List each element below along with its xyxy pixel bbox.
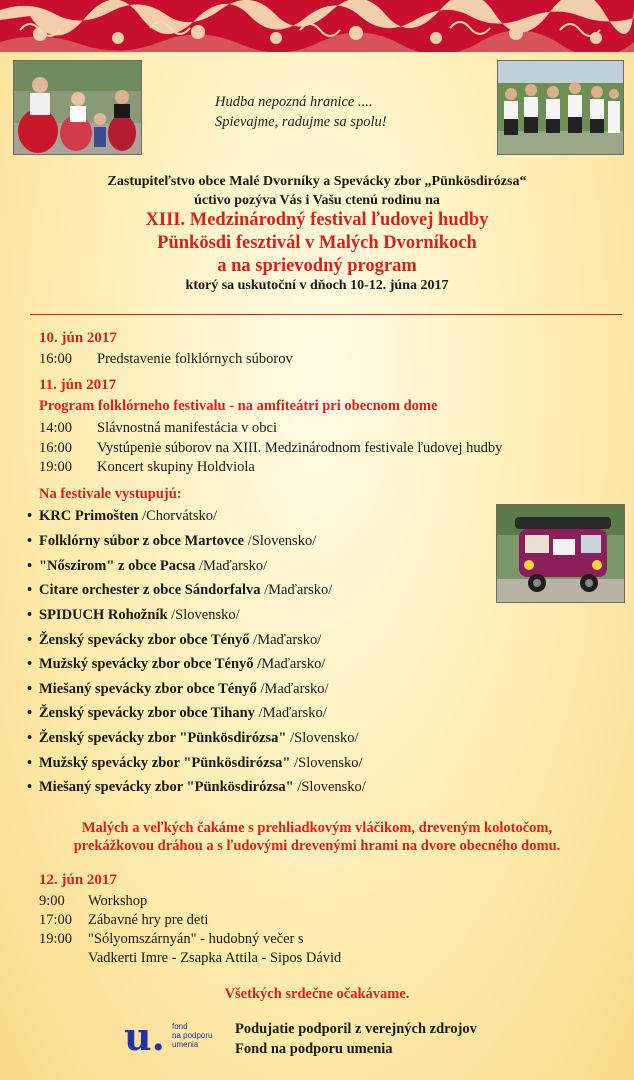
- performer-item: [27, 533, 316, 550]
- performer-name: Ženský spevácky zbor obce Tihany: [39, 705, 255, 721]
- bullet-icon: •: [27, 705, 33, 721]
- performer-item: [27, 582, 332, 599]
- bullet-icon: •: [27, 533, 33, 549]
- performer-name: "Nőszirom" z obce Pacsa: [39, 558, 196, 574]
- festival-title-hungarian: Pünkösdi fesztivál v Malých Dvorníkoch: [157, 233, 477, 253]
- performer-item: [27, 607, 240, 624]
- performer-country: /Maďarsko/: [249, 632, 322, 648]
- bullet-icon: •: [27, 779, 33, 795]
- performer-country: /Slovensko/: [167, 607, 240, 623]
- schedule-text: Slávnostná manifestácia v obci: [97, 420, 277, 436]
- schedule-time: 14:00: [39, 420, 73, 436]
- performer-country: /Slovensko/: [244, 533, 317, 549]
- schedule-row: [39, 351, 293, 368]
- ornamental-border: [0, 0, 634, 52]
- bullet-icon: •: [27, 582, 33, 598]
- schedule-row: [39, 420, 277, 437]
- motto-line-1: Hudba nepozná hranice ....: [215, 94, 373, 110]
- bullet-icon: •: [27, 508, 33, 524]
- performer-country: /Slovensko/: [290, 755, 363, 771]
- performer-item: [27, 632, 321, 649]
- performer-country: /Maďarsko/: [260, 582, 333, 598]
- day2-subtitle: Program folklórneho festivalu - na amfiteátri pri obecnom dome: [39, 398, 438, 414]
- bullet-icon: •: [27, 656, 33, 672]
- schedule-time: 16:00: [39, 440, 73, 456]
- closing-greeting: Všetkých srdečne očakávame.: [224, 986, 410, 1002]
- invitation-line-1: Zastupiteľstvo obce Malé Dvorníky a Spevácky zbor „Pünkösdirózsa“: [107, 174, 527, 189]
- performer-name: Miešaný spevácky zbor "Pünkösdirózsa": [39, 779, 294, 795]
- festival-dates: ktorý sa uskutoční v dňoch 10-12. júna 2017: [185, 278, 449, 293]
- performers-heading: Na festivale vystupujú:: [39, 486, 182, 502]
- performer-country: /Maďarsko/: [256, 681, 329, 697]
- performer-country: /Maďarsko/: [254, 705, 327, 721]
- performer-name: Folklórny súbor z obce Martovce: [39, 533, 245, 549]
- performer-item: [27, 558, 267, 575]
- performer-country: /Chorvátsko/: [138, 508, 218, 524]
- schedule-text: Predstavenie folklórnych súborov: [97, 351, 293, 367]
- performer-country: /Slovensko/: [286, 730, 359, 746]
- schedule-row: [39, 459, 255, 476]
- bullet-icon: •: [27, 755, 33, 771]
- performer-item: [27, 656, 325, 673]
- notice-line-2: prekážkovou dráhou a s ľudovými drevenými hrami na dvore obecného domu.: [73, 838, 561, 854]
- performer-name: Miešaný spevácky zbor obce Tényő: [39, 681, 257, 697]
- support-line-2: Fond na podporu umenia: [235, 1041, 393, 1057]
- schedule-time: 16:00: [39, 351, 73, 367]
- motto-line-2: Spievajme, radujme sa spolu!: [215, 114, 387, 130]
- schedule-text: Workshop: [88, 893, 148, 909]
- performer-item: [27, 730, 359, 747]
- fund-logo-mark: u.: [124, 1014, 165, 1059]
- performer-name: Citare orchester z obce Sándorfalva: [39, 582, 261, 598]
- performer-name: Ženský spevácky zbor obce Tényő: [39, 632, 250, 648]
- accompanying-program-title: a na sprievodný program: [217, 256, 417, 276]
- schedule-row: [39, 931, 304, 948]
- tourist-train-photo: [496, 504, 625, 603]
- schedule-text: Zábavné hry pre deti: [88, 912, 209, 928]
- bullet-icon: •: [27, 730, 33, 746]
- divider: [30, 314, 622, 315]
- day3-date: 12. jún 2017: [39, 872, 117, 888]
- schedule-time: 19:00: [39, 459, 73, 475]
- performer-country: /Maďarsko/: [195, 558, 268, 574]
- performer-name: SPIDUCH Rohožník: [39, 607, 168, 623]
- support-line-1: Podujatie podporil z verejných zdrojov: [235, 1021, 477, 1037]
- performer-item: [27, 755, 363, 772]
- schedule-text: Koncert skupiny Holdviola: [97, 459, 255, 475]
- performer-name: KRC Primošten: [39, 508, 139, 524]
- performer-name: Ženský spevácky zbor "Pünkösdirózsa": [39, 730, 287, 746]
- schedule-text: Vystúpenie súborov na XIII. Medzinárodnom festivale ľudovej hudby: [97, 440, 503, 456]
- bullet-icon: •: [27, 681, 33, 697]
- schedule-time: 17:00: [39, 912, 73, 928]
- invitation-line-2: úctivo pozýva Vás i Vašu ctenú rodinu na: [194, 193, 440, 208]
- schedule-text: Vadkerti Imre - Zsapka Attila - Sipos Dávid: [88, 950, 342, 966]
- bullet-icon: •: [27, 632, 33, 648]
- bullet-icon: •: [27, 558, 33, 574]
- folk-dancers-photo: [13, 60, 142, 155]
- performer-country: Maďarsko/: [261, 656, 326, 672]
- schedule-row: [39, 893, 147, 910]
- performer-item: [27, 508, 217, 525]
- singers-photo: [497, 60, 624, 155]
- schedule-row: [39, 950, 341, 967]
- motto: [215, 92, 387, 132]
- performer-name: Mužský spevácky zbor "Pünkösdirózsa": [39, 755, 291, 771]
- performer-country: /Slovensko/: [293, 779, 366, 795]
- performer-item: [27, 681, 329, 698]
- day2-date: 11. jún 2017: [39, 377, 117, 393]
- schedule-time: 19:00: [39, 931, 73, 947]
- performer-item: [27, 779, 366, 796]
- fund-logo-text: fond na podporu umenia: [172, 1022, 213, 1049]
- schedule-text: "Sólyomszárnyán" - hudobný večer s: [88, 931, 304, 947]
- performer-item: [27, 705, 327, 722]
- notice-line-1: Malých a veľkých čakáme s prehliadkovým vláčikom, dreveným kolotočom,: [81, 820, 553, 836]
- performer-name: Mužský spevácky zbor obce Tényő /: [39, 656, 262, 672]
- day1-date: 10. jún 2017: [39, 330, 117, 346]
- bullet-icon: •: [27, 607, 33, 623]
- schedule-row: [39, 912, 208, 929]
- schedule-time: 9:00: [39, 893, 65, 909]
- festival-title: XIII. Medzinárodný festival ľudovej hudby: [145, 210, 489, 230]
- schedule-row: [39, 440, 502, 457]
